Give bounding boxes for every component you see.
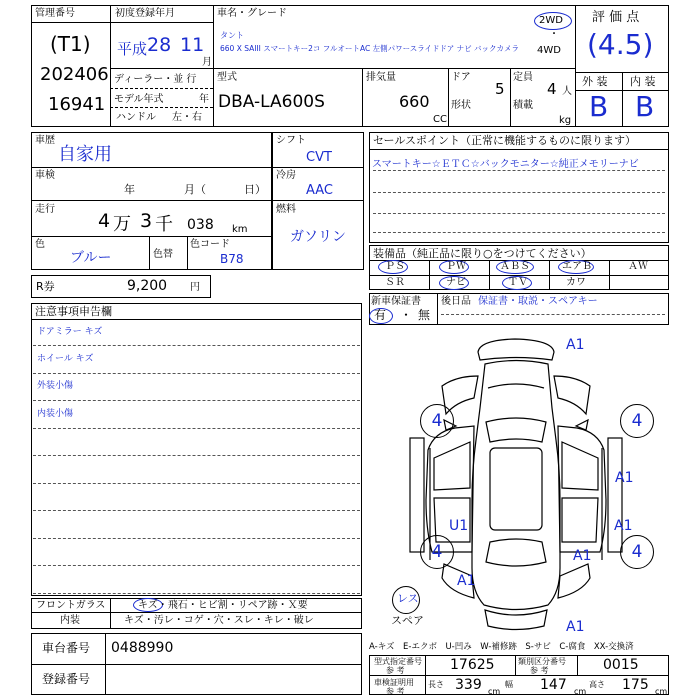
- class-value: 0015: [603, 657, 639, 673]
- handle-label: ハンドル: [116, 112, 156, 123]
- month-unit: 月: [202, 57, 212, 68]
- mileage-label: 走行: [35, 204, 55, 215]
- equip-abs: ＡＢＳ: [500, 261, 530, 272]
- color-code-label: 色コード: [190, 239, 230, 250]
- capacity-value: 4: [547, 80, 557, 98]
- damage-left-rear-quarter: A1: [457, 573, 476, 589]
- type-spec-sub: 参 考: [386, 666, 405, 675]
- grade-value: 660 X SAIII スマートキー2コ フルオートAC 左側パワースライドドア ナビ バックカメラ: [220, 44, 520, 53]
- fuel-label: 燃料: [276, 204, 296, 215]
- drive-2wd: 2WD: [539, 15, 563, 26]
- fuel-value: ガソリン: [290, 229, 346, 245]
- cool-value: AAC: [306, 183, 333, 198]
- shape-label: 形状: [451, 100, 471, 111]
- wid-label: 幅: [505, 680, 513, 689]
- door-label: ドア: [451, 72, 471, 83]
- tire-rear-left: 4: [420, 535, 454, 569]
- front-glass-value: キズ・飛石・ヒビ割・リペア跡・Ｘ要: [138, 600, 308, 611]
- later-label: 後日品: [441, 296, 471, 307]
- km-unit: km: [232, 224, 248, 235]
- era-value: 平成: [117, 40, 148, 58]
- shift-value: CVT: [306, 150, 332, 165]
- disp-value: 660: [399, 92, 430, 111]
- equip-aw: ＡＷ: [628, 261, 648, 272]
- mileage-man: 4: [98, 210, 111, 232]
- notes-rule: [33, 455, 360, 456]
- len-value: 339: [455, 677, 482, 693]
- equip-leather: カワ: [566, 277, 586, 288]
- notes-rule: [33, 400, 360, 401]
- model-year-label: モデル年式: [114, 94, 164, 105]
- damage-rear-bumper: A1: [566, 619, 585, 635]
- equip-pw: ＰＷ: [446, 261, 466, 272]
- len-unit: cm: [488, 687, 501, 696]
- notes-rule: [33, 373, 360, 374]
- chassis-label: 車台番号: [42, 641, 91, 655]
- equip-airbag: エアＢ: [562, 261, 592, 272]
- mileage-rest: 038: [187, 217, 214, 233]
- front-glass-label: フロントガラス: [36, 600, 106, 611]
- tire-front-right: 4: [620, 404, 654, 438]
- later-value: 保証書・取説・スペアキー: [478, 296, 598, 307]
- car-name: タント: [220, 31, 244, 40]
- color-change-label: 色替: [153, 249, 173, 260]
- rating-label: 評 価 点: [592, 10, 640, 25]
- chassis-value: 0488990: [111, 640, 174, 656]
- disp-label: 排気量: [366, 72, 396, 83]
- mgmt-code2: 202406: [40, 64, 109, 85]
- drive-4wd: 4WD: [537, 45, 561, 56]
- damage-right-rear-quarter: A1: [573, 548, 592, 564]
- mgmt-code1: (T1): [50, 32, 91, 56]
- notes-rule: [33, 483, 360, 484]
- capacity-unit: 人: [562, 86, 572, 97]
- ext-value: B: [589, 90, 609, 123]
- name-label: 車名・グレード: [217, 8, 287, 19]
- warranty-label: 新車保証書: [371, 296, 421, 307]
- inspect-label: 車検: [35, 170, 55, 181]
- mgmt-label: 管理番号: [35, 8, 75, 19]
- notes-rule: [33, 593, 360, 594]
- legend: A-キズ E-エクボ U-凹み W-補修跡 S-サビ C-腐食 XX-交換済: [369, 642, 634, 652]
- type-label: 型式: [217, 72, 237, 83]
- spare-label: スペア: [391, 614, 424, 627]
- cert-label: 車検証明用: [374, 678, 414, 687]
- mileage-sen: 3: [140, 210, 153, 232]
- equip-navi: ナビ: [446, 277, 466, 288]
- reg-year: 28: [147, 34, 172, 56]
- r-ticket-frame: [31, 275, 211, 298]
- warranty-yes: 有: [374, 308, 387, 322]
- notes-label: 注意事項申告欄: [35, 305, 112, 318]
- history-value: 自家用: [58, 144, 112, 165]
- history-label: 車歴: [35, 135, 55, 146]
- disp-unit: CC: [433, 114, 447, 125]
- hei-unit: cm: [655, 687, 668, 696]
- warranty-no: 無: [418, 308, 431, 322]
- man-unit: 万: [113, 214, 131, 235]
- equip-ps: ＰＳ: [385, 261, 405, 272]
- hei-label: 高さ: [589, 680, 605, 689]
- len-label: 長さ: [428, 680, 444, 689]
- reg-month: 11: [180, 34, 205, 56]
- note-item-4: 内装小傷: [37, 409, 74, 419]
- color-code-value: B78: [220, 252, 244, 266]
- inspect-month-unit: 月（: [184, 183, 206, 196]
- r-label: R券: [36, 280, 55, 293]
- tire-front-left: 4: [420, 404, 454, 438]
- notes-rule: [33, 538, 360, 539]
- note-item-3: 外装小傷: [37, 381, 74, 391]
- int-value: B: [635, 90, 655, 123]
- inspect-day-unit: 日）: [244, 183, 266, 196]
- int-label: 内 装: [630, 75, 656, 88]
- dealer-label: ディーラー・並 行: [114, 74, 197, 85]
- reg-no-label: 登録番号: [42, 672, 91, 686]
- sen-unit: 千: [155, 214, 173, 235]
- hei-value: 175: [622, 677, 649, 693]
- equipment-label: 装備品（純正品に限り○をつけてください）: [373, 247, 592, 260]
- damage-right-front: A1: [615, 470, 634, 486]
- color-value: ブルー: [70, 250, 112, 266]
- type-spec-value: 17625: [450, 657, 495, 673]
- sales-line-1: スマートキー☆ＥＴＣ☆バックモニター☆純正メモリーナビ: [372, 159, 639, 170]
- ext-label: 外 装: [582, 75, 608, 88]
- damage-right-rear: A1: [614, 518, 633, 534]
- cool-label: 冷房: [276, 170, 296, 181]
- top-frame: [31, 5, 669, 127]
- year-unit: 年: [199, 94, 209, 105]
- door-value: 5: [495, 80, 505, 98]
- note-item-1: ドアミラー キズ: [37, 327, 103, 337]
- sales-label: セールスポイント（正常に機能するものに限ります）: [373, 134, 637, 147]
- spare-marker: レス: [397, 592, 419, 605]
- damage-left-rear: U1: [449, 518, 469, 534]
- notes-frame: [31, 303, 362, 596]
- damage-front-bumper: A1: [566, 337, 585, 353]
- wid-unit: cm: [574, 687, 587, 696]
- cert-sub: 参 考: [386, 687, 405, 696]
- equip-sr: ＳＲ: [385, 277, 405, 288]
- type-spec-label: 型式指定番号: [374, 657, 422, 666]
- notes-rule: [33, 510, 360, 511]
- notes-rule: [33, 428, 360, 429]
- notes-rule: [33, 565, 360, 566]
- warranty-sep: ・: [400, 308, 413, 322]
- reg-label: 初度登録年月: [115, 8, 175, 19]
- tire-rear-right: 4: [620, 535, 654, 569]
- load-unit: kg: [559, 115, 572, 126]
- equip-tv: ＴＶ: [508, 277, 528, 288]
- wid-value: 147: [540, 677, 567, 693]
- r-unit: 円: [190, 282, 200, 293]
- rating-value: (4.5): [587, 28, 654, 61]
- inspect-year-unit: 年: [124, 183, 135, 196]
- shift-label: シフト: [276, 135, 306, 146]
- notes-rule: [33, 345, 360, 346]
- capacity-label: 定員: [513, 72, 533, 83]
- handle-options: 左・右: [172, 112, 202, 123]
- interior-label: 内装: [60, 615, 80, 626]
- r-value: 9,200: [127, 278, 168, 294]
- interior-value: キズ・汚レ・コゲ・穴・スレ・キレ・破レ: [124, 615, 314, 626]
- mgmt-code3: 16941: [48, 94, 106, 115]
- class-label: 類別区分番号: [518, 657, 566, 666]
- note-item-2: ホイール キズ: [37, 354, 94, 364]
- class-sub: 参 考: [530, 666, 549, 675]
- type-value: DBA-LA600S: [218, 92, 325, 112]
- load-label: 積載: [513, 100, 533, 111]
- color-label: 色: [35, 239, 45, 250]
